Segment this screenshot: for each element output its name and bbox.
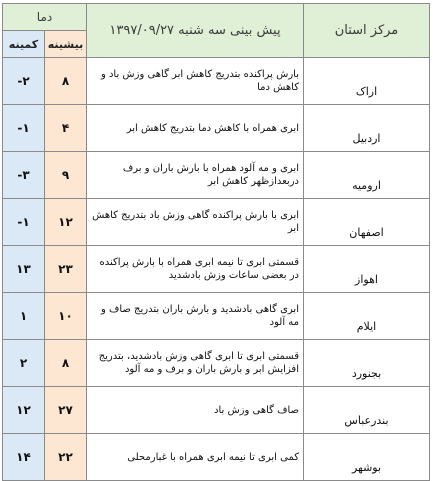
city-name: ارومیه (304, 152, 430, 199)
table-row (3, 246, 430, 293)
city-name: بوشهر (304, 434, 430, 481)
city-name: بجنورد (304, 340, 430, 387)
min-temp-cell: ۱ (3, 293, 45, 340)
temperature-header: دما (3, 4, 87, 31)
max-temp-cell: ۸ (45, 58, 87, 105)
min-temp-cell: ۱۴ (3, 434, 45, 481)
max-temp-cell: ۸ (45, 340, 87, 387)
max-temp-cell: ۱۰ (45, 293, 87, 340)
city-name: اراک (304, 58, 430, 105)
table-row (3, 58, 430, 105)
forecast-description: ابری و مه آلود همراه با بارش باران و برف دربعدازظهر کاهش ابر (87, 152, 304, 199)
max-temp-header: بیشینه (45, 31, 87, 58)
table-row (3, 105, 430, 152)
min-temp-cell: -۱ (3, 105, 45, 152)
forecast-description: ابری با بارش پراکنده گاهی وزش باد بتدریج کاهش ابر (87, 199, 304, 246)
max-temp-cell: ۲۲ (45, 434, 87, 481)
min-temp-cell: -۳ (3, 152, 45, 199)
forecast-description: کمی ابری تا نیمه ابری همراه با غبارمحلی (87, 434, 304, 481)
max-temp-cell: ۱۲ (45, 199, 87, 246)
table-row (3, 387, 430, 434)
forecast-description: قسمتی ابری تا نیمه ابری همراه با بارش پراکنده در بعضی ساعات وزش بادشدید (87, 246, 304, 293)
forecast-description: ابری گاهی بادشدید و بارش باران بتدریج صاف و مه آلود (87, 293, 304, 340)
forecast-table (2, 3, 430, 481)
forecast-description: بارش پراکنده بتدریج کاهش ابر گاهی وزش باد و کاهش دما (87, 58, 304, 105)
forecast-description: قسمتی ابری تا ابری گاهی وزش بادشدید، بتدریج افزایش ابر و بارش باران و برف و مه آلود (87, 340, 304, 387)
table-row (3, 434, 430, 481)
min-temp-cell: ۱۳ (3, 246, 45, 293)
max-temp-cell: ۴ (45, 105, 87, 152)
min-temp-header: کمینه (3, 31, 45, 58)
forecast-header: پیش بینی سه شنبه ۱۳۹۷/۰۹/۲۷ (87, 4, 304, 58)
header-row (3, 4, 430, 31)
max-temp-cell: ۹ (45, 152, 87, 199)
min-temp-cell: -۱ (3, 199, 45, 246)
city-name: ایلام (304, 293, 430, 340)
city-name: اهواز (304, 246, 430, 293)
max-temp-cell: ۲۳ (45, 246, 87, 293)
forecast-description: صاف گاهی وزش باد (87, 387, 304, 434)
max-temp-cell: ۲۷ (45, 387, 87, 434)
forecast-description: ابری همراه با کاهش دما بتدریج کاهش ابر (87, 105, 304, 152)
station-header: مرکز استان (304, 4, 430, 58)
city-name: بندرعباس (304, 387, 430, 434)
table-row (3, 340, 430, 387)
min-temp-cell: ۲ (3, 340, 45, 387)
table-row (3, 152, 430, 199)
city-name: اردبیل (304, 105, 430, 152)
table-row (3, 293, 430, 340)
table-row (3, 199, 430, 246)
city-name: اصفهان (304, 199, 430, 246)
min-temp-cell: ۱۲ (3, 387, 45, 434)
min-temp-cell: -۲ (3, 58, 45, 105)
